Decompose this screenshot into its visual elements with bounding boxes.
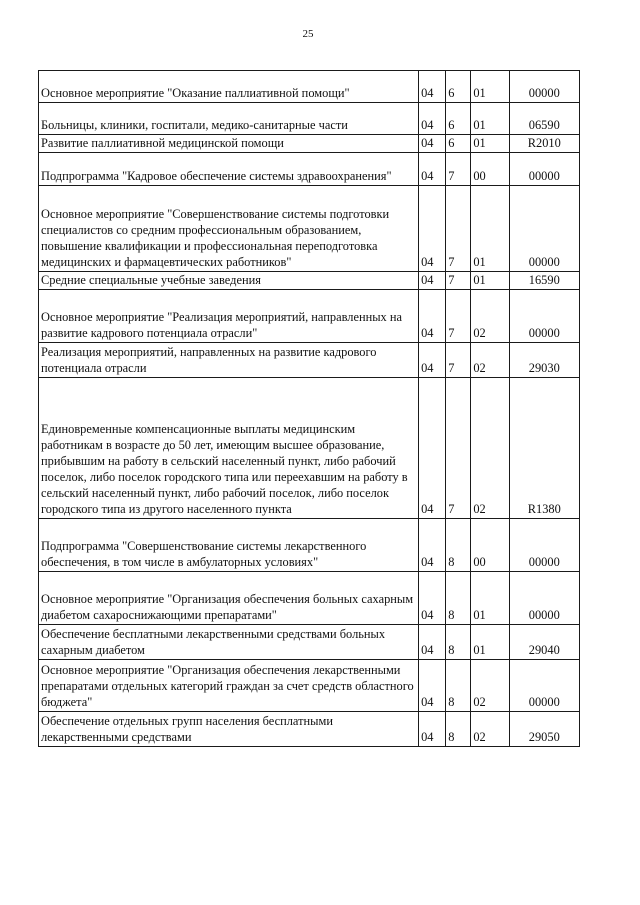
expense-code-cell: 29050: [509, 712, 579, 747]
subsection-code-cell: 8: [446, 572, 471, 625]
program-code-cell: 01: [471, 186, 509, 272]
row-name-cell: Подпрограмма "Кадровое обеспечение системы здравоохранения": [39, 153, 419, 186]
table-row: [39, 519, 580, 572]
expense-code-cell: 00000: [509, 660, 579, 712]
table-row: [39, 625, 580, 660]
subsection-code-cell: 8: [446, 712, 471, 747]
row-name-cell: Средние специальные учебные заведения: [39, 272, 419, 290]
expense-code-cell: 00000: [509, 153, 579, 186]
program-code-cell: 00: [471, 519, 509, 572]
program-code-cell: 01: [471, 272, 509, 290]
program-code-cell: 02: [471, 290, 509, 343]
subsection-code-cell: 8: [446, 625, 471, 660]
table-row: [39, 186, 580, 272]
row-name-cell: Обеспечение отдельных групп населения бесплатными лекарственными средствами: [39, 712, 419, 747]
section-code-cell: 04: [419, 153, 446, 186]
subsection-code-cell: 7: [446, 153, 471, 186]
expense-code-cell: 06590: [509, 103, 579, 135]
table-body: [39, 71, 580, 747]
program-code-cell: 01: [471, 71, 509, 103]
subsection-code-cell: 6: [446, 71, 471, 103]
section-code-cell: 04: [419, 103, 446, 135]
expense-code-cell: 29030: [509, 343, 579, 378]
subsection-code-cell: 7: [446, 290, 471, 343]
subsection-code-cell: 7: [446, 272, 471, 290]
row-name-cell: Обеспечение бесплатными лекарственными средствами больных сахарным диабетом: [39, 625, 419, 660]
row-name-cell: Основное мероприятие "Оказание паллиативной помощи": [39, 71, 419, 103]
budget-classification-table: [38, 70, 580, 747]
subsection-code-cell: 6: [446, 135, 471, 153]
program-code-cell: 02: [471, 343, 509, 378]
row-name-cell: Подпрограмма "Совершенствование системы лекарственного обеспечения, в том числе в амбулаторных условиях": [39, 519, 419, 572]
section-code-cell: 04: [419, 290, 446, 343]
expense-code-cell: 00000: [509, 290, 579, 343]
table-row: [39, 272, 580, 290]
program-code-cell: 02: [471, 378, 509, 519]
row-name-cell: Основное мероприятие "Организация обеспечения лекарственными препаратами отдельных категорий граждан за счет средств областного бюджета": [39, 660, 419, 712]
row-name-cell: Основное мероприятие "Совершенствование системы подготовки специалистов со средним профессиональным образованием, повышение квалификации и профессиональная переподготовка медицинских и фармацевтических работников": [39, 186, 419, 272]
program-code-cell: 01: [471, 572, 509, 625]
program-code-cell: 02: [471, 660, 509, 712]
section-code-cell: 04: [419, 625, 446, 660]
table-row: [39, 660, 580, 712]
subsection-code-cell: 7: [446, 186, 471, 272]
program-code-cell: 01: [471, 625, 509, 660]
section-code-cell: 04: [419, 71, 446, 103]
expense-code-cell: 16590: [509, 272, 579, 290]
row-name-cell: Единовременные компенсационные выплаты медицинским работникам в возрасте до 50 лет, имеющим высшее образование, прибывшим на работу в сельский населенный пункт, либо рабочий поселок, либо поселок городского типа или переехавшим на работу в сельский населенный пункт, либо рабочий поселок, либо поселок городского типа из другого населенного пункта: [39, 378, 419, 519]
table-row: [39, 343, 580, 378]
subsection-code-cell: 7: [446, 343, 471, 378]
expense-code-cell: 00000: [509, 71, 579, 103]
program-code-cell: 02: [471, 712, 509, 747]
section-code-cell: 04: [419, 135, 446, 153]
table-row: [39, 378, 580, 519]
table-row: [39, 153, 580, 186]
section-code-cell: 04: [419, 572, 446, 625]
section-code-cell: 04: [419, 660, 446, 712]
expense-code-cell: R1380: [509, 378, 579, 519]
section-code-cell: 04: [419, 186, 446, 272]
expense-code-cell: 29040: [509, 625, 579, 660]
row-name-cell: Основное мероприятие "Реализация мероприятий, направленных на развитие кадрового потенциала отрасли": [39, 290, 419, 343]
section-code-cell: 04: [419, 378, 446, 519]
row-name-cell: Реализация мероприятий, направленных на развитие кадрового потенциала отрасли: [39, 343, 419, 378]
program-code-cell: 01: [471, 103, 509, 135]
section-code-cell: 04: [419, 712, 446, 747]
row-name-cell: Больницы, клиники, госпитали, медико-санитарные части: [39, 103, 419, 135]
row-name-cell: Основное мероприятие "Организация обеспечения больных сахарным диабетом сахароснижающими препаратами": [39, 572, 419, 625]
table-row: [39, 290, 580, 343]
section-code-cell: 04: [419, 519, 446, 572]
table-row: [39, 135, 580, 153]
section-code-cell: 04: [419, 272, 446, 290]
expense-code-cell: 00000: [509, 572, 579, 625]
program-code-cell: 01: [471, 135, 509, 153]
expense-code-cell: 00000: [509, 519, 579, 572]
row-name-cell: Развитие паллиативной медицинской помощи: [39, 135, 419, 153]
page-number: 25: [302, 28, 314, 40]
subsection-code-cell: 6: [446, 103, 471, 135]
subsection-code-cell: 8: [446, 660, 471, 712]
table-row: [39, 712, 580, 747]
subsection-code-cell: 7: [446, 378, 471, 519]
subsection-code-cell: 8: [446, 519, 471, 572]
program-code-cell: 00: [471, 153, 509, 186]
table-row: [39, 572, 580, 625]
table-row: [39, 103, 580, 135]
expense-code-cell: 00000: [509, 186, 579, 272]
table-row: [39, 71, 580, 103]
section-code-cell: 04: [419, 343, 446, 378]
expense-code-cell: R2010: [509, 135, 579, 153]
